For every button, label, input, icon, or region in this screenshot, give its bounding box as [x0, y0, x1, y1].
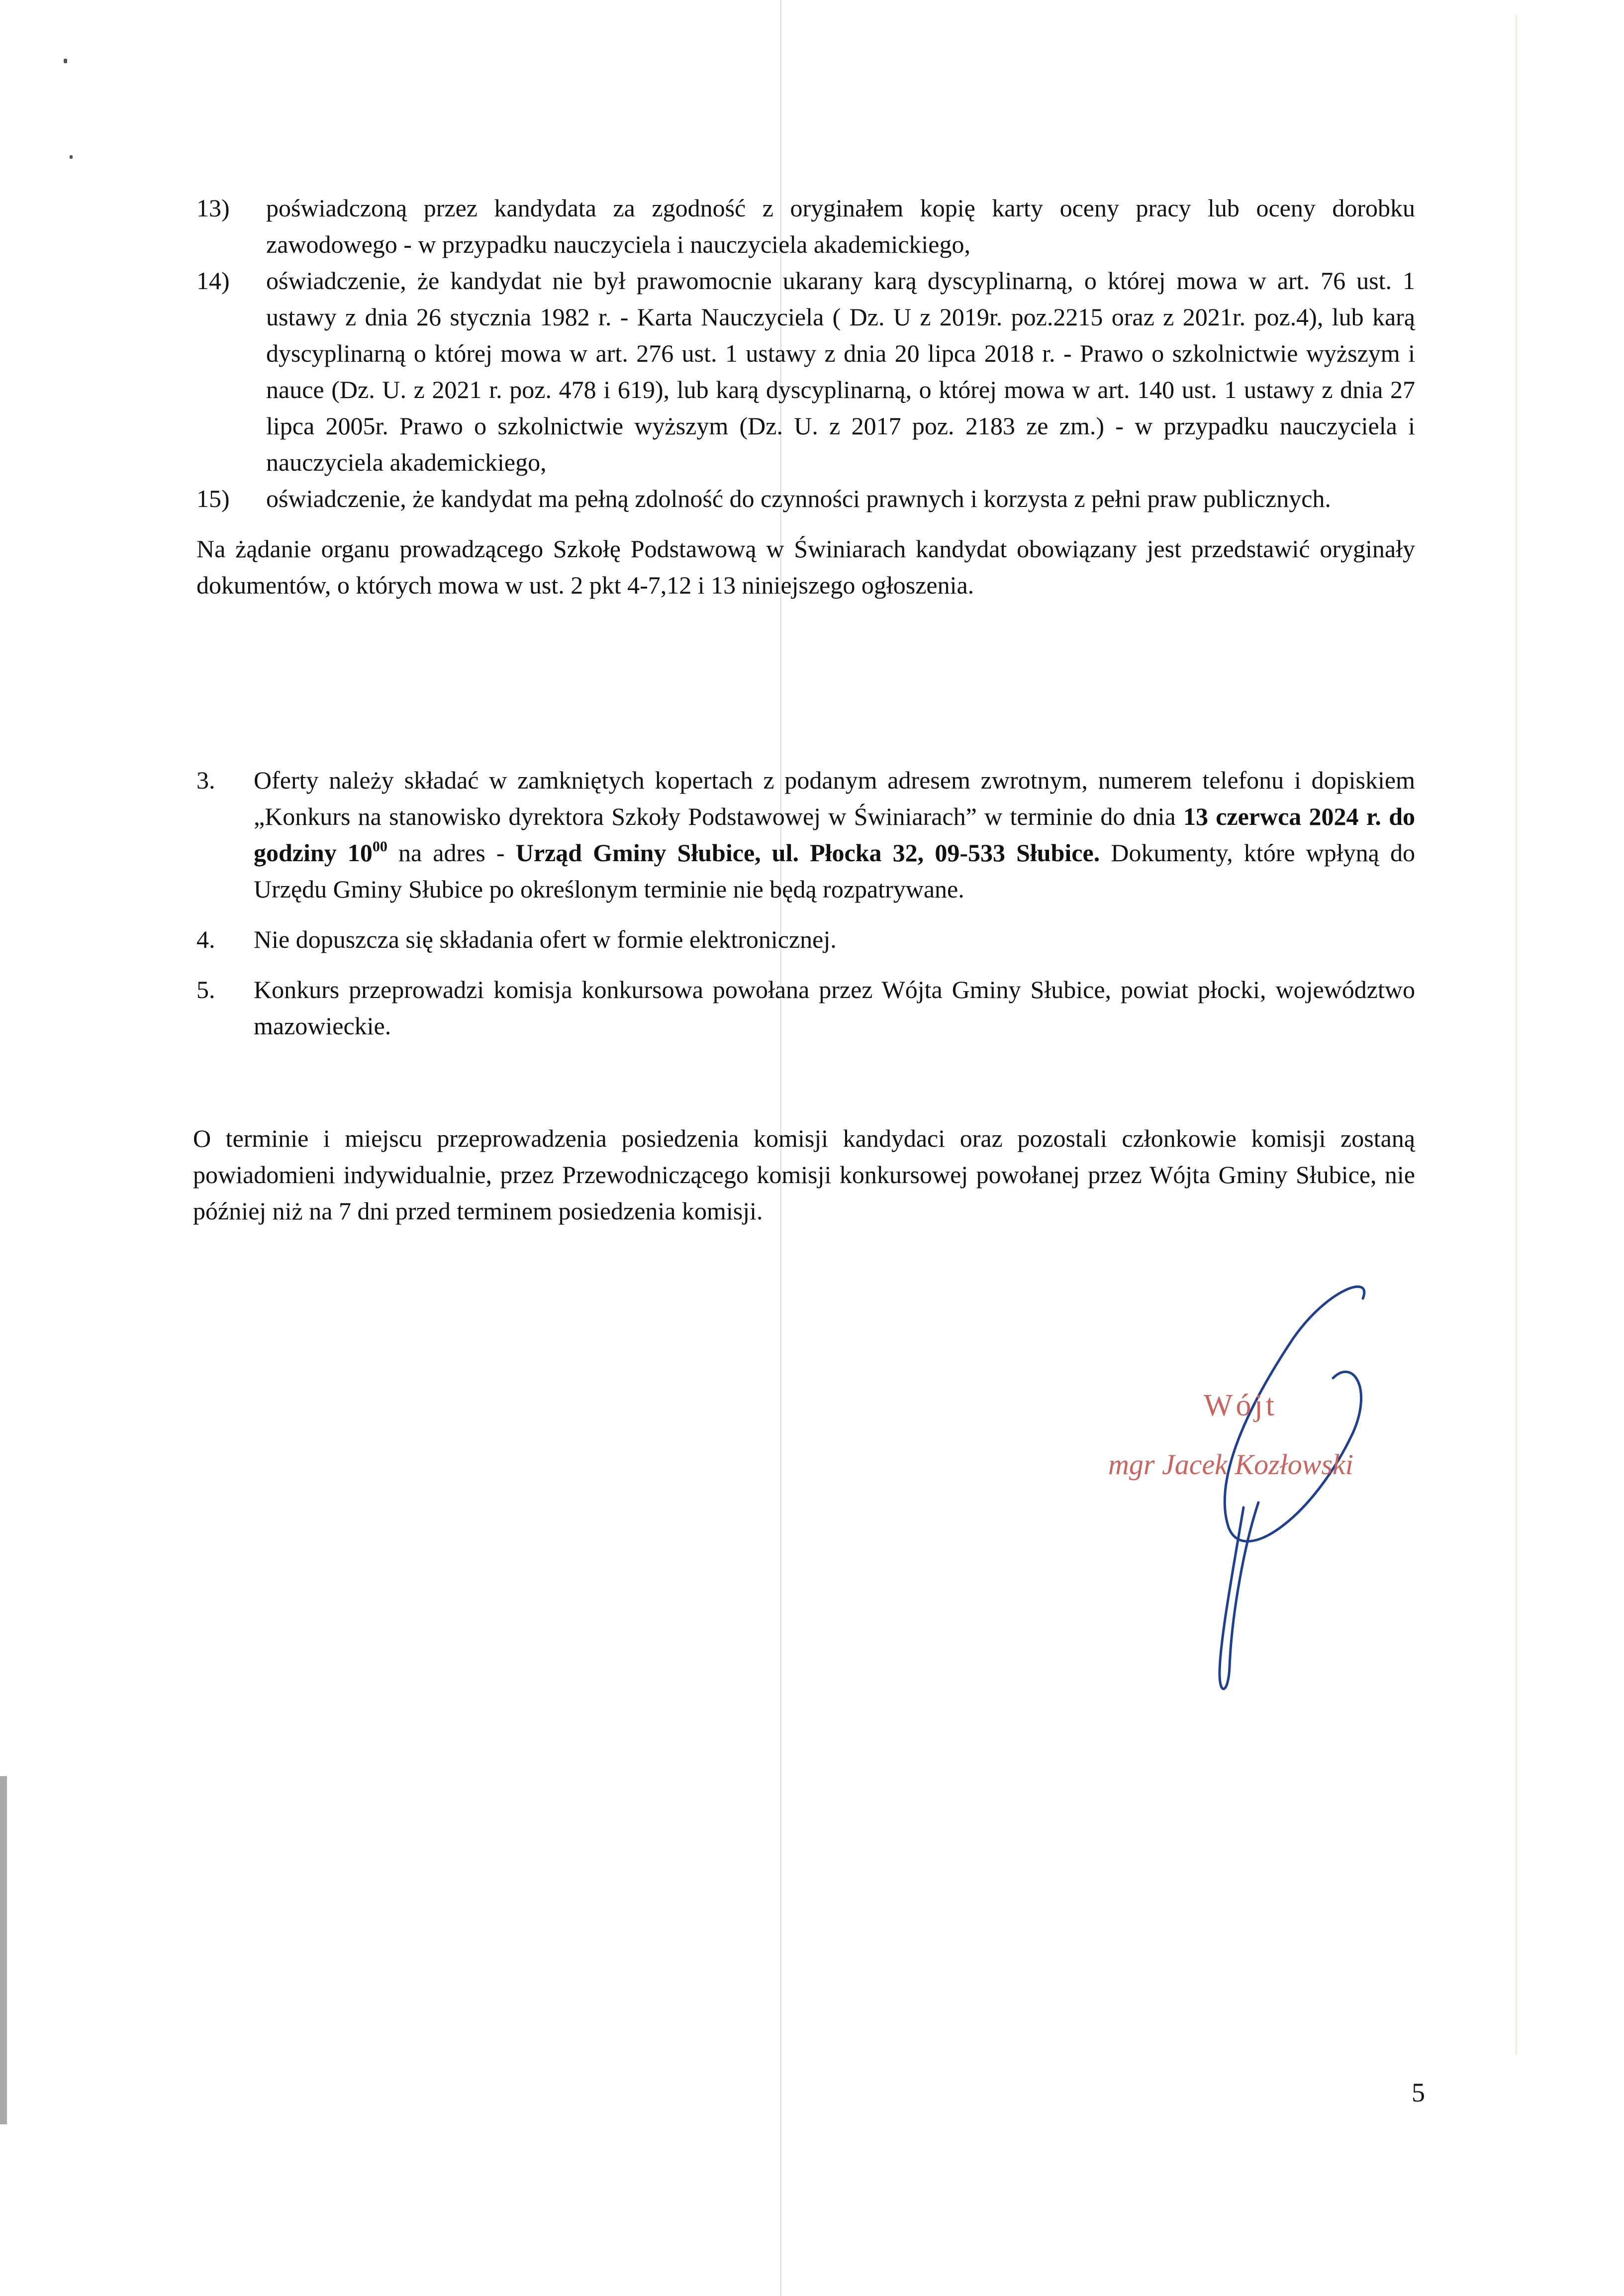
- scan-edge-line: [1516, 15, 1517, 2055]
- document-body: [196, 190, 1415, 603]
- list-item-number: 13): [196, 194, 230, 222]
- point-number: 3.: [196, 766, 215, 794]
- point-3-text-part: Dokumenty, które wpłyną do Urzędu Gminy Słubice po określonym terminie nie będą rozpatrywane.: [254, 839, 1416, 903]
- deadline-hour-superscript: 00: [372, 838, 387, 855]
- point-5: [196, 972, 1415, 1044]
- point-text: Nie dopuszcza się składania ofert w formie elektronicznej.: [254, 925, 837, 953]
- list-item-text: poświadczoną przez kandydata za zgodność z oryginałem kopię karty oceny pracy lub oceny dorobku zawodowego - w przypadku nauczyciela i nauczyciela akademickiego,: [266, 194, 1415, 258]
- scan-speck: [70, 155, 73, 159]
- office-address: Urząd Gminy Słubice, ul. Płocka 32, 09-533 Słubice.: [515, 839, 1100, 867]
- list-item: [196, 481, 1415, 517]
- handwritten-signature: [1094, 1269, 1442, 1716]
- point-text: [254, 762, 1415, 907]
- point-number: 4.: [196, 925, 215, 953]
- page-number: 5: [1412, 2078, 1425, 2107]
- originals-note: Na żądanie organu prowadzącego Szkołę Podstawową w Świniarach kandydat obowiązany jest przedstawić oryginały dokumentów, o których mowa w ust. 2 pkt 4-7,12 i 13 niniejszego ogłoszenia.: [196, 535, 1415, 599]
- numbered-points: [196, 762, 1415, 1044]
- list-item-text: oświadczenie, że kandydat nie był prawomocnie ukarany karą dyscyplinarną, o której mowa w art. 76 ust. 1 ustawy z dnia 26 stycznia 1982 r. - Karta Nauczyciela ( Dz. U z 2019r. poz.2215 oraz z 2021r. poz.4), lub karą dyscyplinarną o której mowa w art. 276 ust. 1 ustawy z dnia 20 lipca 2018 r. - Prawo o szkolnictwie wyższym i nauce (Dz. U. z 2021 r. poz. 478 i 619), lub karą dyscyplinarną, o której mowa w art. 140 ust. 1 ustawy z dnia 27 lipca 2005r. Prawo o szkolnictwie wyższym (Dz. U. z 2017 poz. 2183 ze zm.) - w przypadku nauczyciela i nauczyciela akademickiego,: [266, 267, 1415, 476]
- list-item-number: 15): [196, 485, 230, 512]
- point-number: 5.: [196, 976, 215, 1003]
- closing-section: [193, 1120, 1415, 1229]
- point-4: [196, 921, 1415, 958]
- closing-paragraph: O terminie i miejscu przeprowadzenia posiedzenia komisji kandydaci oraz pozostali członkowie komisji zostaną powiadomieni indywidualnie, przez Przewodniczącego komisji konkursowej powołanej przez Wójta Gminy Słubice, nie później niż na 7 dni przed terminem posiedzenia komisji.: [193, 1124, 1415, 1225]
- scan-edge-bar: [0, 1776, 7, 2124]
- point-text: Konkurs przeprowadzi komisja konkursowa powołana przez Wójta Gminy Słubice, powiat płocki, województwo mazowieckie.: [254, 976, 1415, 1040]
- scan-speck: [64, 59, 67, 63]
- deadline-date: 13 czerwca 2024 r. do godziny 10: [254, 802, 1415, 867]
- stamp-name: mgr Jacek Kozłowski: [1108, 1448, 1353, 1481]
- list-item-number: 14): [196, 267, 230, 295]
- list-item: [196, 263, 1415, 481]
- point-3: [196, 762, 1415, 907]
- stamp-title: Wójt: [1204, 1389, 1277, 1422]
- list-item-text: oświadczenie, że kandydat ma pełną zdolność do czynności prawnych i korzysta z pełni praw publicznych.: [266, 485, 1331, 512]
- list-item: [196, 190, 1415, 263]
- point-3-text-part: Oferty należy składać w zamkniętych kopertach z podanym adresem zwrotnym, numerem telefonu i dopiskiem „Konkurs na stanowisko dyrektora Szkoły Podstawowej w Świniarach” w terminie do dnia: [254, 766, 1415, 830]
- point-3-text-part: na adres -: [387, 839, 516, 867]
